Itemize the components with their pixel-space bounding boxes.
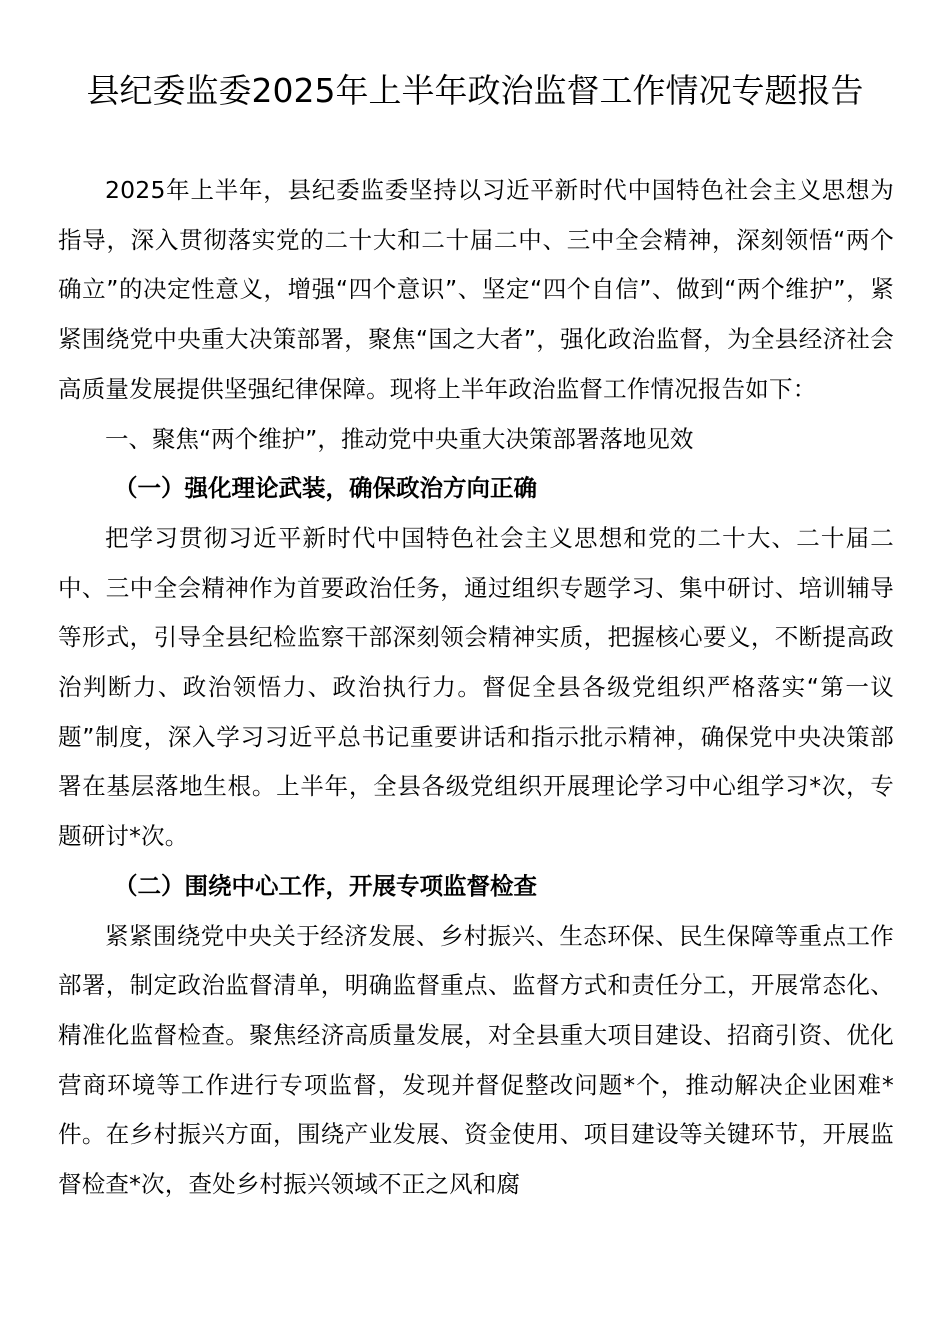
document-title: 县纪委监委2025年上半年政治监督工作情况专题报告 — [86, 71, 864, 110]
subsection-1-paragraph: 把学习贯彻习近平新时代中国特色社会主义思想和党的二十大、二十届二中、三中全会精神作为首要政治任务，通过组织专题学习、集中研讨、培训辅导等形式，引导全县纪检监察干部深刻领会精神实质，把握核心要义，不断提高政治判断力、政治领悟力、政治执行力。督促全县各级党组织严格落实“第一议题”制度，深入学习习近平总书记重要讲话和指示批示精神，确保党中央决策部署在基层落地生根。上半年，全县各级党组织开展理论学习中心组学习*次，专题研讨*次。 — [58, 523, 894, 851]
subsection-2-paragraph: 紧紧围绕党中央关于经济发展、乡村振兴、生态环保、民生保障等重点工作部署，制定政治监督清单，明确监督重点、监督方式和责任分工，开展常态化、精准化监督检查。聚焦经济高质量发展，对全县重大项目建设、招商引资、优化营商环境等工作进行专项监督，发现并督促整改问题*个，推动解决企业困难*件。在乡村振兴方面，围绕产业发展、资金使用、项目建设等关键环节，开展监督检查*次，查处乡村振兴领域不正之风和腐 — [58, 921, 894, 1199]
document-body — [58, 166, 894, 1210]
intro-paragraph: 2025年上半年，县纪委监委坚持以习近平新时代中国特色社会主义思想为指导，深入贯彻落实党的二十大和二十届二中、三中全会精神，深刻领悟“两个确立”的决定性意义，增强“四个意识”、坚定“四个自信”、做到“两个维护”，紧紧围绕党中央重大决策部署，聚焦“国之大者”，强化政治监督，为全县经济社会高质量发展提供坚强纪律保障。现将上半年政治监督工作情况报告如下： — [58, 176, 894, 403]
section-1-heading: 一、聚焦“两个维护”，推动党中央重大决策部署落地见效 — [105, 424, 694, 453]
subsection-2-heading: （二）围绕中心工作，开展专项监督检查 — [114, 871, 537, 900]
subsection-1-heading: （一）强化理论武装，确保政治方向正确 — [114, 474, 537, 503]
